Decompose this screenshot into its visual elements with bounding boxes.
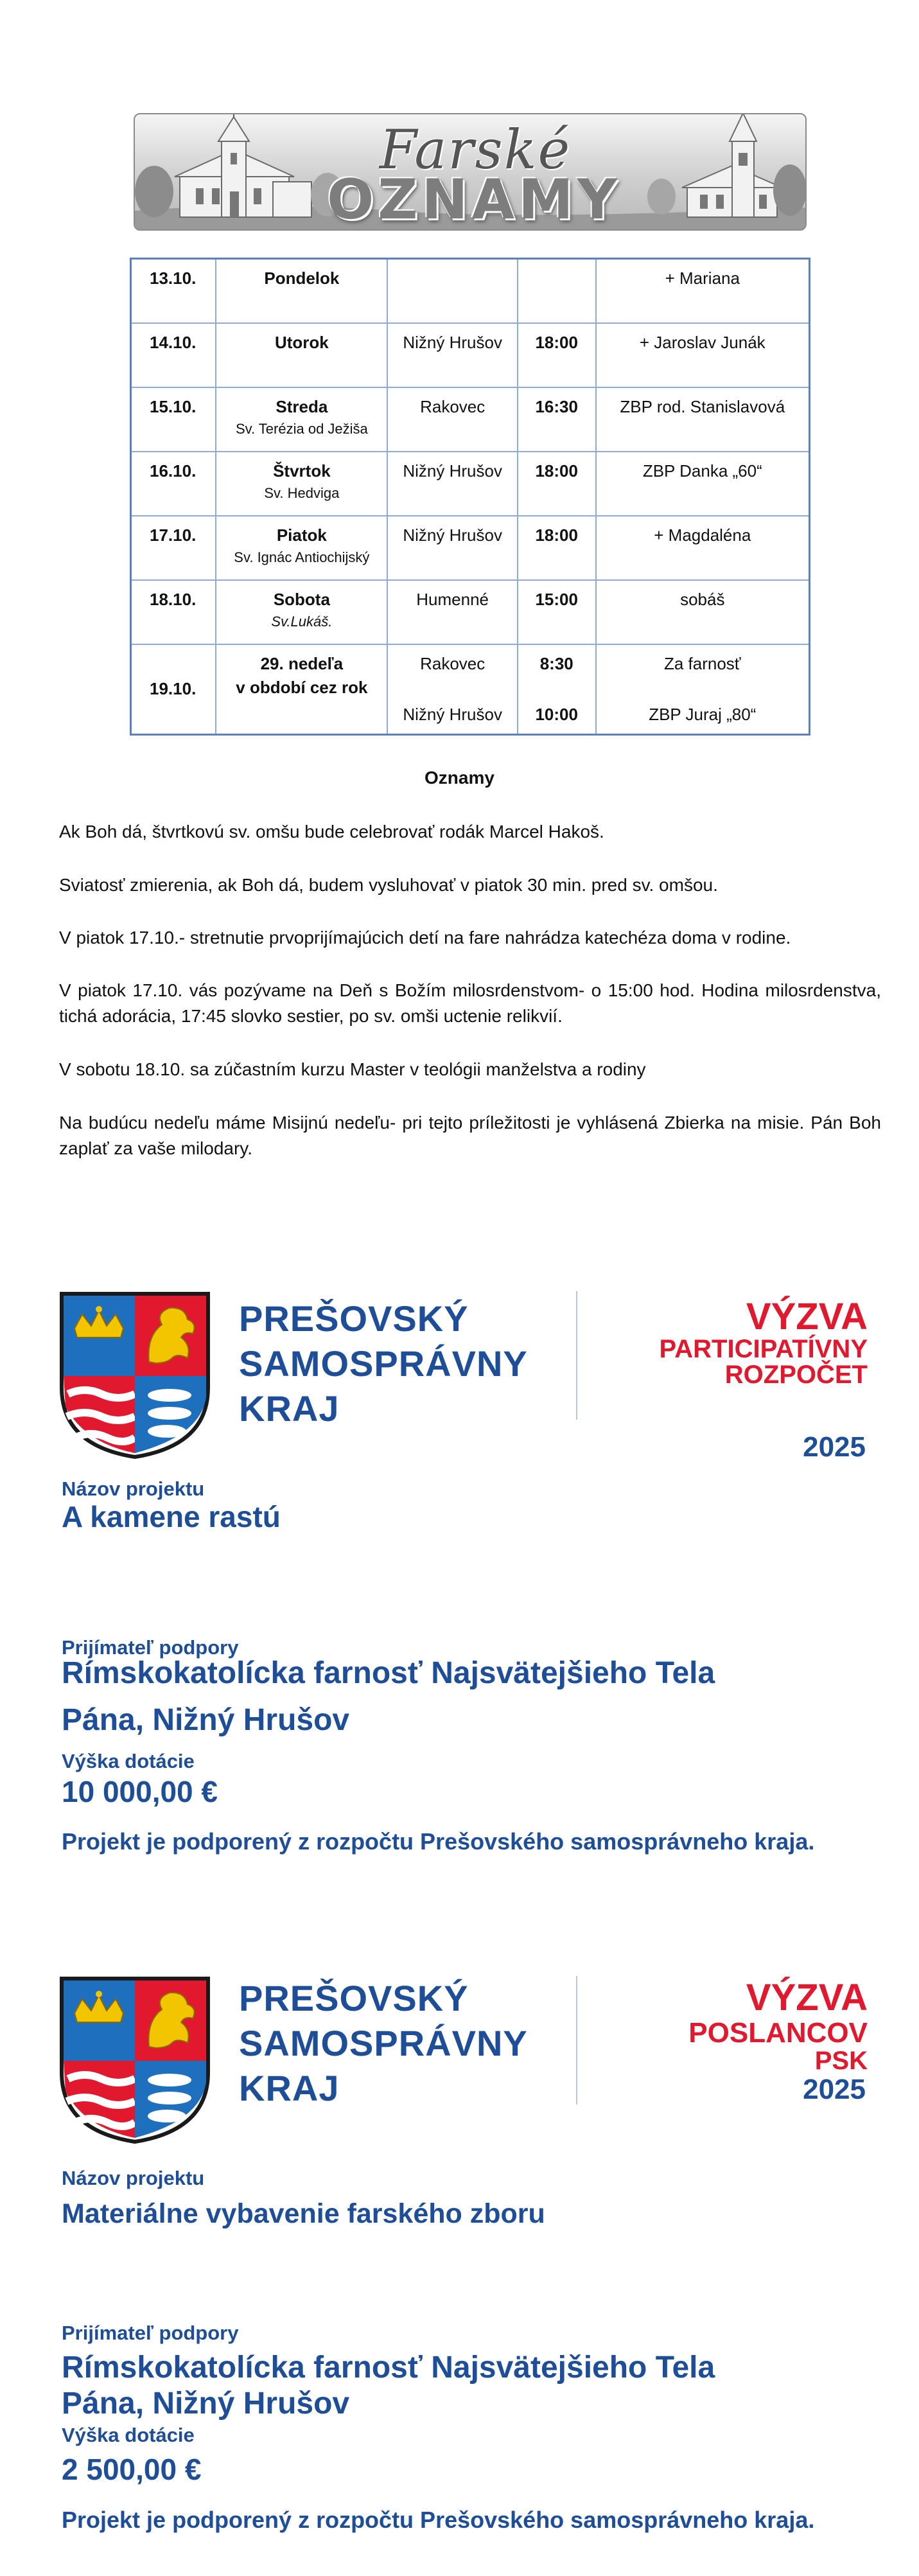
table-row xyxy=(131,644,810,735)
banner-title-main: OZNAMY xyxy=(327,168,621,231)
date-cell: 15.10. xyxy=(131,387,216,452)
table-row xyxy=(131,516,810,580)
table-row xyxy=(131,452,810,516)
region-name-line: PREŠOVSKÝ xyxy=(239,1298,469,1339)
table-row xyxy=(131,323,810,387)
banner-title-top: Farské xyxy=(379,118,572,181)
intention-cell: ZBP rod. Stanislavová xyxy=(596,387,810,452)
announcement-item: Sviatosť zmierenia, ak Boh dá, budem vysluhovať v piatok 30 min. pred sv. omšou. xyxy=(59,875,718,895)
day-cell xyxy=(216,452,387,516)
day-cell xyxy=(216,259,387,323)
recipient-name: Pána, Nižný Hrušov xyxy=(62,1703,350,1737)
day-name: Utorok xyxy=(274,332,329,352)
date-cell: 13.10. xyxy=(131,259,216,323)
region-name-line: KRAJ xyxy=(239,1388,340,1429)
day-cell xyxy=(216,644,387,735)
region-name-line: SAMOSPRÁVNY xyxy=(239,1343,528,1384)
call-title: VÝZVA xyxy=(746,1977,868,2018)
psk-grant-block-1 xyxy=(0,1291,919,1869)
saint-name: Sv. Hedviga xyxy=(264,484,340,501)
psk-coat-of-arms-icon xyxy=(59,1291,211,1460)
place-cell: Nižný Hrušov xyxy=(387,516,517,580)
psk-coat-of-arms-icon xyxy=(59,1976,211,2144)
region-name-line: KRAJ xyxy=(239,2068,340,2108)
amount: 10 000,00 € xyxy=(62,1775,218,1808)
recipient-label: Prijímateľ podpory xyxy=(62,1636,239,1659)
call-year: 2025 xyxy=(803,1431,866,1463)
announcement-item: V piatok 17.10.- stretnutie prvoprijímajúcich detí na fare nahrádza katechéza doma v rodine. xyxy=(59,928,791,948)
recipient-name: Rímskokatolícka farnosť Najsvätejšieho Tela xyxy=(62,1656,715,1690)
date-cell: 17.10. xyxy=(131,516,216,580)
project-name: Materiálne vybavenie farského zboru xyxy=(62,2198,545,2229)
amount-label: Výška dotácie xyxy=(62,1750,195,1772)
intention-2: ZBP Juraj „80“ xyxy=(649,704,757,724)
day-cell xyxy=(216,323,387,387)
project-label: Názov projektu xyxy=(62,1478,205,1500)
call-year: 2025 xyxy=(803,2074,866,2105)
time-cell xyxy=(518,644,596,735)
call-subtitle: PARTICIPATÍVNY xyxy=(659,1335,868,1363)
place-cell xyxy=(387,259,517,323)
place-1: Rakovec xyxy=(420,653,486,673)
time-cell: 18:00 xyxy=(518,323,596,387)
announcement-item: Ak Boh dá, štvrtkovú sv. omšu bude celebrovať rodák Marcel Hakoš. xyxy=(59,822,604,842)
divider xyxy=(576,1291,577,1420)
announcement-item: V piatok 17.10. vás pozývame na Deň s Božím milosrdenstvom- o 15:00 hod. Hodina milosrdenstva, tichá adorácia, 17:45 slovko sestier, po sv. omši uctenie relikvií. xyxy=(59,980,881,1026)
recipient-name: Pána, Nižný Hrušov xyxy=(62,2386,350,2421)
saint-name: Sv.Lukáš. xyxy=(271,613,333,630)
amount-label: Výška dotácie xyxy=(62,2424,195,2446)
table-row xyxy=(131,387,810,452)
intention-1: Za farnosť xyxy=(663,653,741,673)
divider xyxy=(576,1976,577,2104)
region-name-line: SAMOSPRÁVNY xyxy=(239,2023,528,2063)
saint-name: Sv. Terézia od Ježiša xyxy=(235,420,368,437)
place-cell: Nižný Hrušov xyxy=(387,323,517,387)
announcement-item: V sobotu 18.10. sa zúčastním kurzu Master v teológii manželstva a rodiny xyxy=(59,1059,646,1079)
day-name: Streda xyxy=(276,396,328,416)
table-row xyxy=(131,580,810,644)
funding-footnote: Projekt je podporený z rozpočtu Prešovského samosprávneho kraja. xyxy=(62,2507,815,2533)
time-cell: 18:00 xyxy=(518,516,596,580)
call-subtitle: PSK xyxy=(814,2047,868,2075)
psk-grant-block-2 xyxy=(0,1976,919,2554)
time-cell xyxy=(518,259,596,323)
place-2: Nižný Hrušov xyxy=(403,704,502,724)
intention-cell: + Mariana xyxy=(596,259,810,323)
day-name: Štvrtok xyxy=(273,461,331,481)
place-cell: Rakovec xyxy=(387,387,517,452)
day-name-line2: v období cez rok xyxy=(236,677,368,697)
day-name: Pondelok xyxy=(264,269,340,288)
day-cell xyxy=(216,580,387,644)
amount: 2 500,00 € xyxy=(62,2453,202,2486)
time-cell: 16:30 xyxy=(518,387,596,452)
time-cell: 18:00 xyxy=(518,452,596,516)
intention-cell: + Jaroslav Junák xyxy=(596,323,810,387)
place-cell: Nižný Hrušov xyxy=(387,452,517,516)
saint-name: Sv. Ignác Antiochijský xyxy=(234,549,370,565)
call-title: VÝZVA xyxy=(746,1296,868,1337)
day-name: 29. nedeľa xyxy=(260,653,344,673)
call-subtitle: POSLANCOV xyxy=(688,2017,868,2049)
table-row xyxy=(131,259,810,323)
date-cell: 14.10. xyxy=(131,323,216,387)
date-cell: 18.10. xyxy=(131,580,216,644)
intention-cell: sobáš xyxy=(596,580,810,644)
day-cell xyxy=(216,387,387,452)
day-cell xyxy=(216,516,387,580)
announcements-title: Oznamy xyxy=(424,768,495,788)
time-cell: 15:00 xyxy=(518,580,596,644)
recipient-label: Prijímateľ podpory xyxy=(62,2322,239,2344)
place-cell xyxy=(387,644,517,735)
intention-cell xyxy=(596,644,810,735)
funding-footnote: Projekt je podporený z rozpočtu Prešovského samosprávneho kraja. xyxy=(62,1828,815,1855)
region-name-line: PREŠOVSKÝ xyxy=(239,1978,469,2018)
farske-oznamy-banner xyxy=(134,113,807,231)
date-cell: 19.10. xyxy=(131,644,216,735)
day-name: Piatok xyxy=(276,525,327,545)
place-cell: Humenné xyxy=(387,580,517,644)
date-cell: 16.10. xyxy=(131,452,216,516)
recipient-name: Rímskokatolícka farnosť Najsvätejšieho Tela xyxy=(62,2351,715,2385)
call-subtitle: ROZPOČET xyxy=(724,1361,868,1389)
region-name xyxy=(239,1976,528,2111)
intention-cell: + Magdaléna xyxy=(596,516,810,580)
mass-schedule-table xyxy=(130,258,810,736)
time-2: 10:00 xyxy=(535,704,578,724)
day-name: Sobota xyxy=(273,589,330,609)
intention-cell: ZBP Danka „60“ xyxy=(596,452,810,516)
region-name xyxy=(239,1296,528,1431)
announcement-item: Na budúcu nedeľu máme Misijnú nedeľu- pri tejto príležitosti je vyhlásená Zbierka na misie. Pán Boh zaplať za vaše milodary. xyxy=(59,1113,881,1158)
time-1: 8:30 xyxy=(539,653,573,673)
project-name: A kamene rastú xyxy=(62,1500,281,1533)
project-label: Názov projektu xyxy=(62,2167,205,2189)
